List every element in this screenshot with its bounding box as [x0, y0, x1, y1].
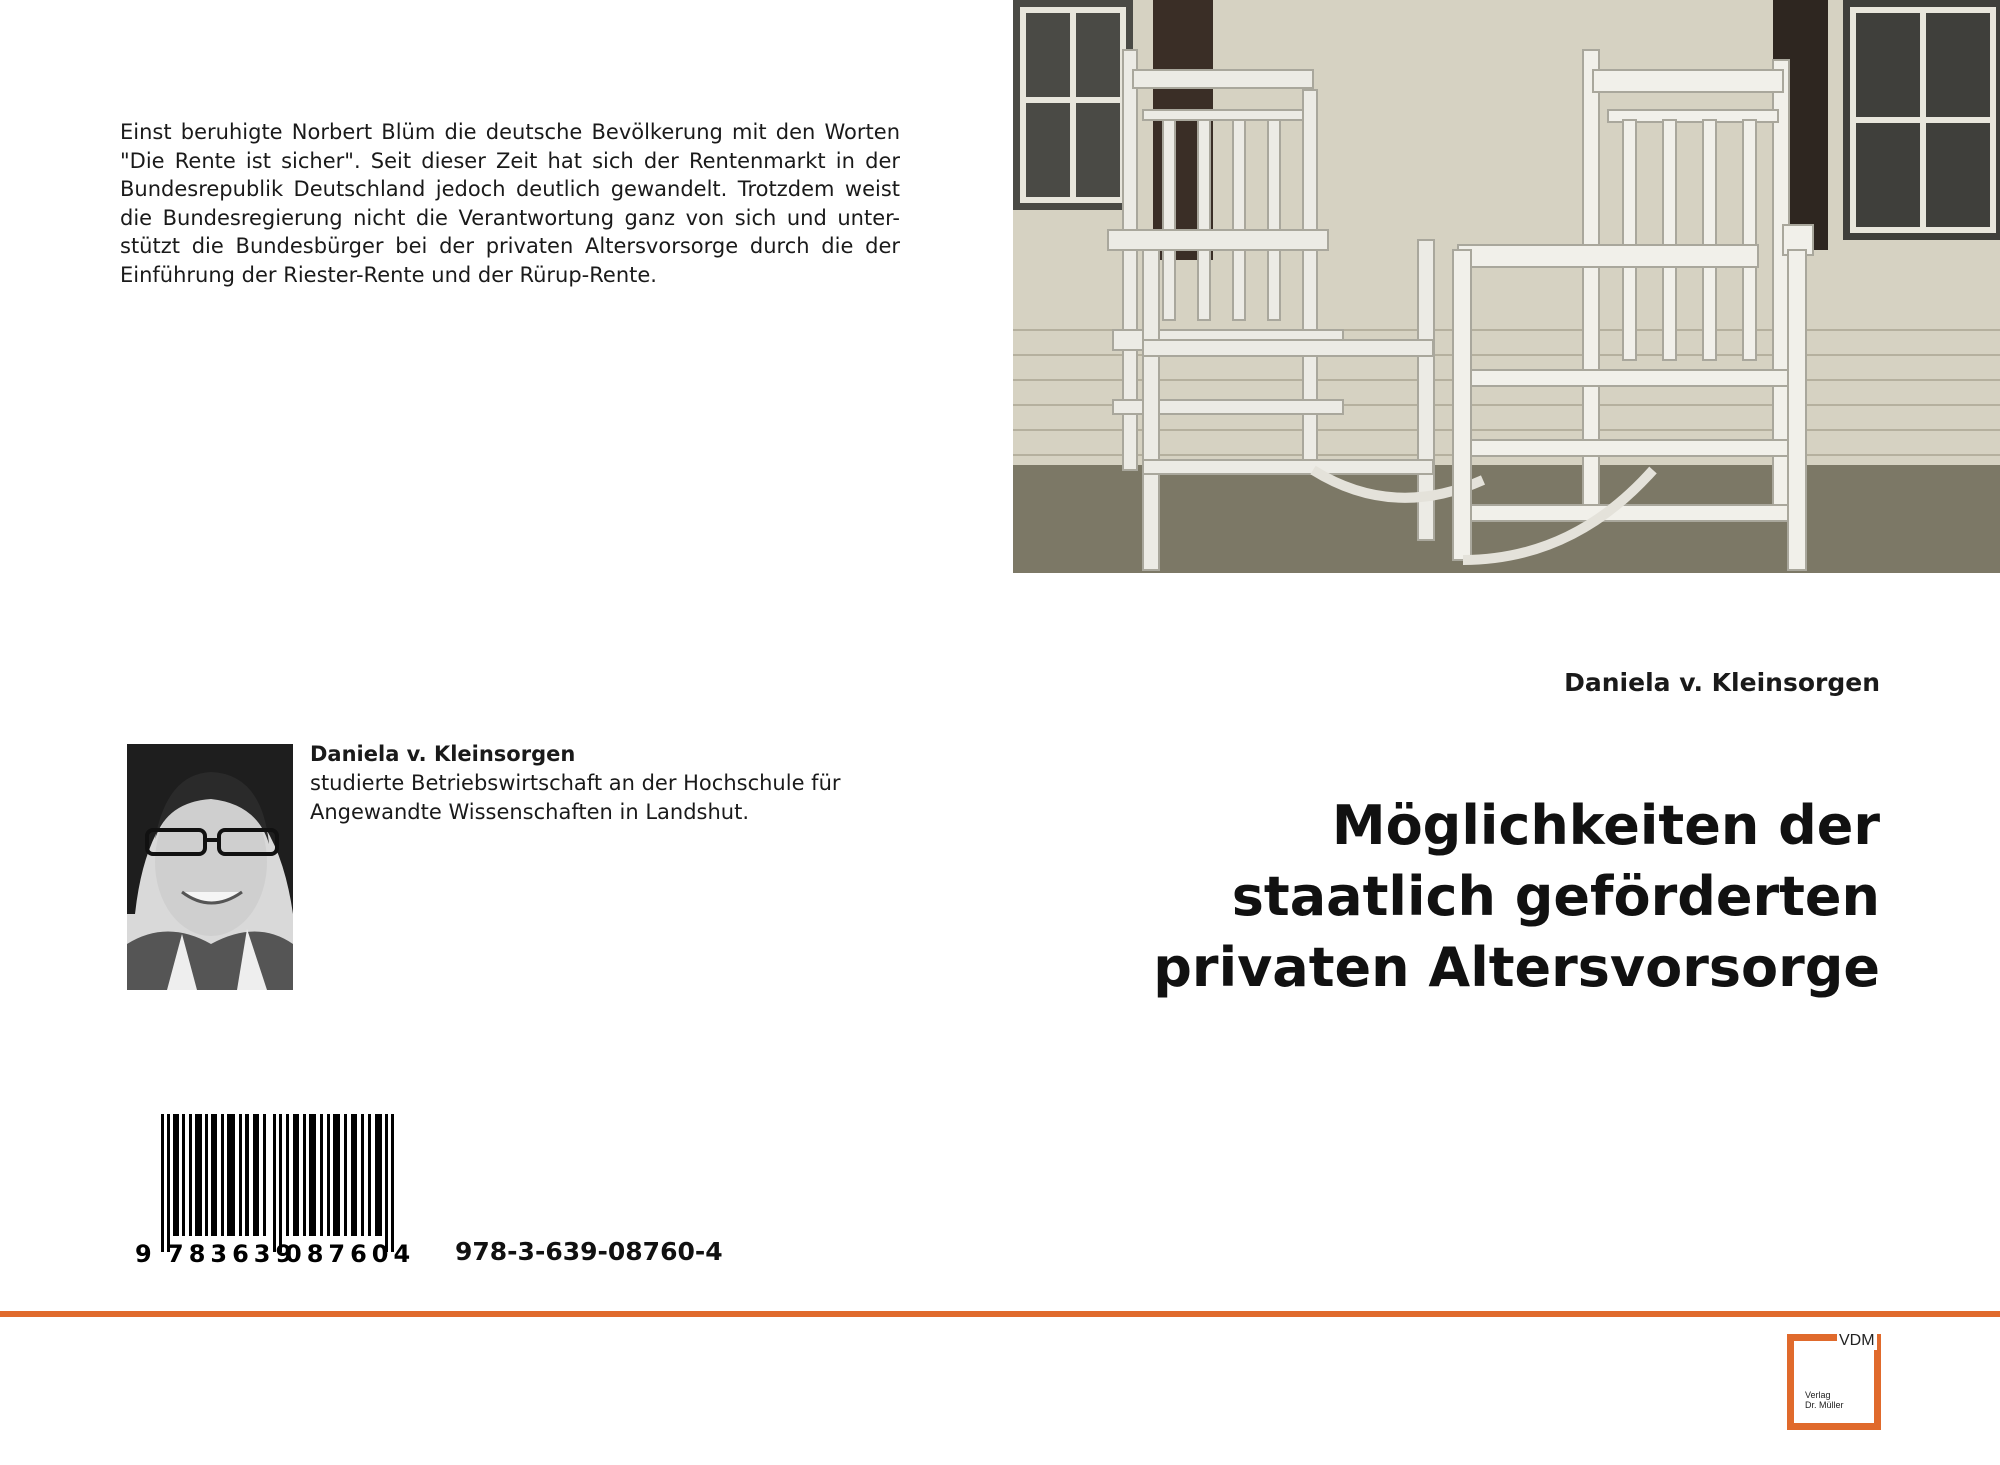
vdm-logo-subtext: [1805, 1390, 1844, 1410]
back-cover-blurb: Einst beruhigte Norbert Blüm die deutsche Bevölkerung mit den Worten "Die Rente ist sicher". Seit dieser Zeit hat sich der Rentenmarkt in der Bundesrepublik Deutschland jedoch deutlich gewandelt. Trotzdem weist die Bundesregierung nicht die Verantwortung ganz von sich und unter-stützt die Bundesbürger bei der privaten Altersvorsorge durch die der Einführung der Riester-Rente und der Rürup-Rente.: [120, 120, 900, 287]
book-title: [1120, 790, 1880, 1003]
title-line-2: staatlich geförderten: [1231, 865, 1880, 928]
vdm-logo-icon: [1787, 1334, 1883, 1430]
barcode-digits-left: 783639: [167, 1240, 298, 1268]
bio-line-2: Angewandte Wissenschaften in Landshut.: [310, 800, 750, 824]
rocking-chairs-photo: [1013, 0, 2000, 573]
front-cover-author: Daniela v. Kleinsorgen: [1564, 668, 1880, 697]
barcode-digit-lead: 9: [135, 1240, 152, 1268]
orange-divider: [0, 1311, 2000, 1317]
title-line-3: privaten Altersvorsorge: [1153, 936, 1880, 999]
barcode-digits-right: 087604: [285, 1240, 416, 1268]
title-line-1: Möglichkeiten der: [1331, 794, 1880, 857]
vdm-sub-line-2: Dr. Müller: [1805, 1400, 1844, 1410]
vdm-logo-text: VDM: [1839, 1332, 1875, 1349]
barcode-image: [133, 1114, 429, 1268]
bio-line-1: studierte Betriebswirtschaft an der Hochschule für: [310, 771, 841, 795]
isbn-number: 978-3-639-08760-4: [455, 1237, 723, 1266]
bio-author-name: Daniela v. Kleinsorgen: [310, 742, 576, 766]
author-bio: [310, 740, 870, 827]
author-portrait-photo: [127, 744, 293, 990]
vdm-sub-line-1: Verlag: [1805, 1390, 1831, 1400]
